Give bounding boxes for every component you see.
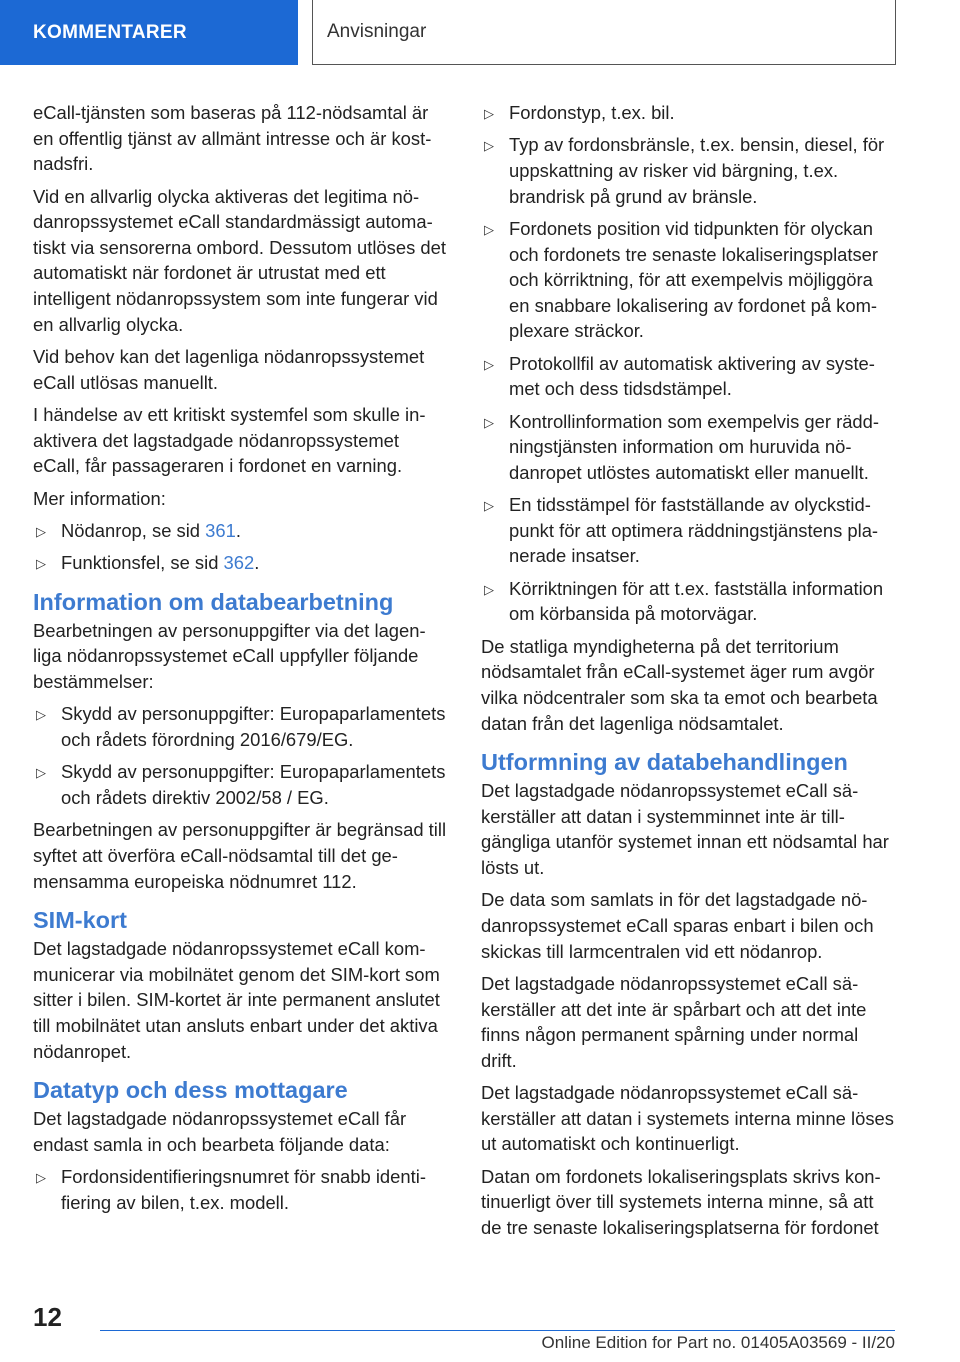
subsection-header <box>312 0 896 65</box>
paragraph: Det lagstadgade nödanropssystemet eCall säkerställer att datan i systemets interna minne löses ut automatiskt och kontinuerligt. <box>481 1082 894 1155</box>
heading-processing-design: Utformning av databehandlingen <box>481 749 848 776</box>
paragraph: Det lagstadgade nödanropssystemet eCall säkerställer att datan i systemminnet inte är tillgängliga utanför systemet innan ett nödsamtal har lösts ut. <box>481 780 889 879</box>
paragraph: De data som samlats in för det lagstadgade nödanropssystemet eCall sparas enbart i bilen och skickas till larmcentralen vid ett nödanrop. <box>481 889 874 962</box>
subsection-title: Anvisningar <box>327 21 427 42</box>
list-item: ▷ Skydd av personuppgifter: Europaparlamentets och rådets förordning 2016/679/EG. <box>36 703 446 751</box>
triangle-bullet-icon: ▷ <box>36 707 46 723</box>
list-item: ▷ Protokollfil av automatisk aktivering av systemet och dess tidsdstämpel. <box>484 352 875 400</box>
list-item: ▷ Kontrollinformation som exempelvis ger räddningstjänsten information om huruvida nödanropet utlöstes automatiskt eller manuellt. <box>484 410 880 483</box>
triangle-bullet-icon: ▷ <box>484 414 494 430</box>
triangle-bullet-icon: ▷ <box>36 1170 46 1186</box>
page-link-361[interactable]: 361 <box>205 519 236 541</box>
heading-data-type: Datatyp och dess mottagare <box>33 1077 348 1104</box>
paragraph: De statliga myndigheterna på det territorium nödsamtalet från eCall-systemet äger rum avgör vilka nödcentraler som ska ta emot och bearbeta datan från det lagenliga nödsamtalet. <box>481 635 878 734</box>
triangle-bullet-icon: ▷ <box>484 356 494 372</box>
list-item: ▷ Nödanrop, se sid 361. <box>33 518 448 544</box>
triangle-bullet-icon: ▷ <box>484 581 494 597</box>
section-title: KOMMENTARER <box>33 21 187 43</box>
triangle-bullet-icon: ▷ <box>36 765 46 781</box>
triangle-bullet-icon: ▷ <box>484 106 494 121</box>
list-item: ▷ Skydd av personuppgifter: Europaparlamentets och rådets direktiv 2002/58 / EG. <box>36 761 446 809</box>
triangle-bullet-icon: ▷ <box>36 523 46 539</box>
triangle-bullet-icon: ▷ <box>484 498 494 514</box>
data-list <box>33 1164 448 1215</box>
triangle-bullet-icon: ▷ <box>484 138 494 154</box>
paragraph: Bearbetningen av personuppgifter via det lagenliga nödanropssystemet eCall uppfyller följande bestämmelser: <box>33 619 426 693</box>
left-column <box>33 100 448 1222</box>
list-item: ▷ Fordonsidentifieringsnumret för snabb identifiering av bilen, t.ex. modell. <box>36 1166 426 1213</box>
paragraph: Det lagstadgade nödanropssystemet eCall säkerställer att det inte är spårbart och att det inte finns någon permanent spårning under normal drift. <box>481 972 867 1071</box>
paragraph: Det lagstadgade nödanropssystemet eCall kommunicerar via mobilnätet genom det SIM-kort som sitter i bilen. SIM-kortet är inte permanent anslutet till mobilnätet utan ansluts enbart under det aktiva nödanropet. <box>33 938 440 1062</box>
list-item: ▷ Fordonets position vid tidpunkten för olyckan och fordonets tre senaste lokaliseringsplatser och körriktning, för att exempelvis möjliggöra en snabbare lokalisering av fordonet på komplexare sträckor. <box>484 217 879 342</box>
more-info-list <box>33 518 448 576</box>
heading-data-processing: Information om databearbetning <box>33 588 394 615</box>
paragraph: Det lagstadgade nödanropssystemet eCall får endast samla in och bearbeta följande data: <box>33 1108 407 1155</box>
footer-divider <box>100 1330 895 1331</box>
section-tab[interactable] <box>0 0 298 65</box>
triangle-bullet-icon: ▷ <box>36 556 46 572</box>
paragraph: Vid en allvarlig olycka aktiveras det legitima nödanropssystemet eCall standardmässigt automatiskt via sensorerna ombord. Dessutom utlöses det automatiskt när fordonet är utrustat med ett intelligent nödanropssystem som inte fungerar vid en allvarlig olycka. <box>33 185 446 335</box>
edition-footer: Online Edition for Part no. 01405A03569 - II/20 <box>541 1333 895 1352</box>
data-list <box>481 100 896 627</box>
heading-sim-card: SIM-kort <box>33 907 127 934</box>
paragraph: Bearbetningen av personuppgifter är begränsad till syftet att överföra eCall-nödsamtal till det gemensamma europeiska nödnumret 112. <box>33 819 447 892</box>
paragraph: I händelse av ett kritiskt systemfel som skulle inaktivera det lagstadgade nödanropssystemet eCall, får passageraren i fordonet en varning. <box>33 403 426 477</box>
page-link-362[interactable]: 362 <box>223 552 255 574</box>
right-column <box>481 100 896 1247</box>
paragraph: Mer information: <box>33 487 166 509</box>
list-item: ▷ Körriktningen för att t.ex. fastställa information om körbansida på motorvägar. <box>484 577 884 625</box>
paragraph: eCall-tjänsten som baseras på 112-nödsamtal är en offentlig tjänst av allmänt intresse och är kostnadsfri. <box>33 102 432 175</box>
page-number: 12 <box>33 1302 62 1332</box>
paragraph: Datan om fordonets lokaliseringsplats skrivs kontinuerligt över till systemets interna minne, så att de tre senaste lokaliseringsplatserna för fordonet <box>481 1165 881 1238</box>
paragraph: Vid behov kan det lagenliga nödanropssystemet eCall utlösas manuellt. <box>33 345 425 393</box>
list-item: ▷ Fordonstyp, t.ex. bil. <box>481 100 896 126</box>
triangle-bullet-icon: ▷ <box>484 221 494 237</box>
list-item: ▷ Typ av fordonsbränsle, t.ex. bensin, diesel, för uppskattning av risker vid bärgning, t.ex. brandrisk på grund av bränsle. <box>484 134 885 207</box>
list-item: ▷ En tidsstämpel för fastställande av olyckstidpunkt för att optimera räddningstjänstens planerade insatser. <box>484 494 879 567</box>
list-item: ▷ Funktionsfel, se sid 362. <box>33 550 448 576</box>
regulations-list <box>33 701 448 810</box>
